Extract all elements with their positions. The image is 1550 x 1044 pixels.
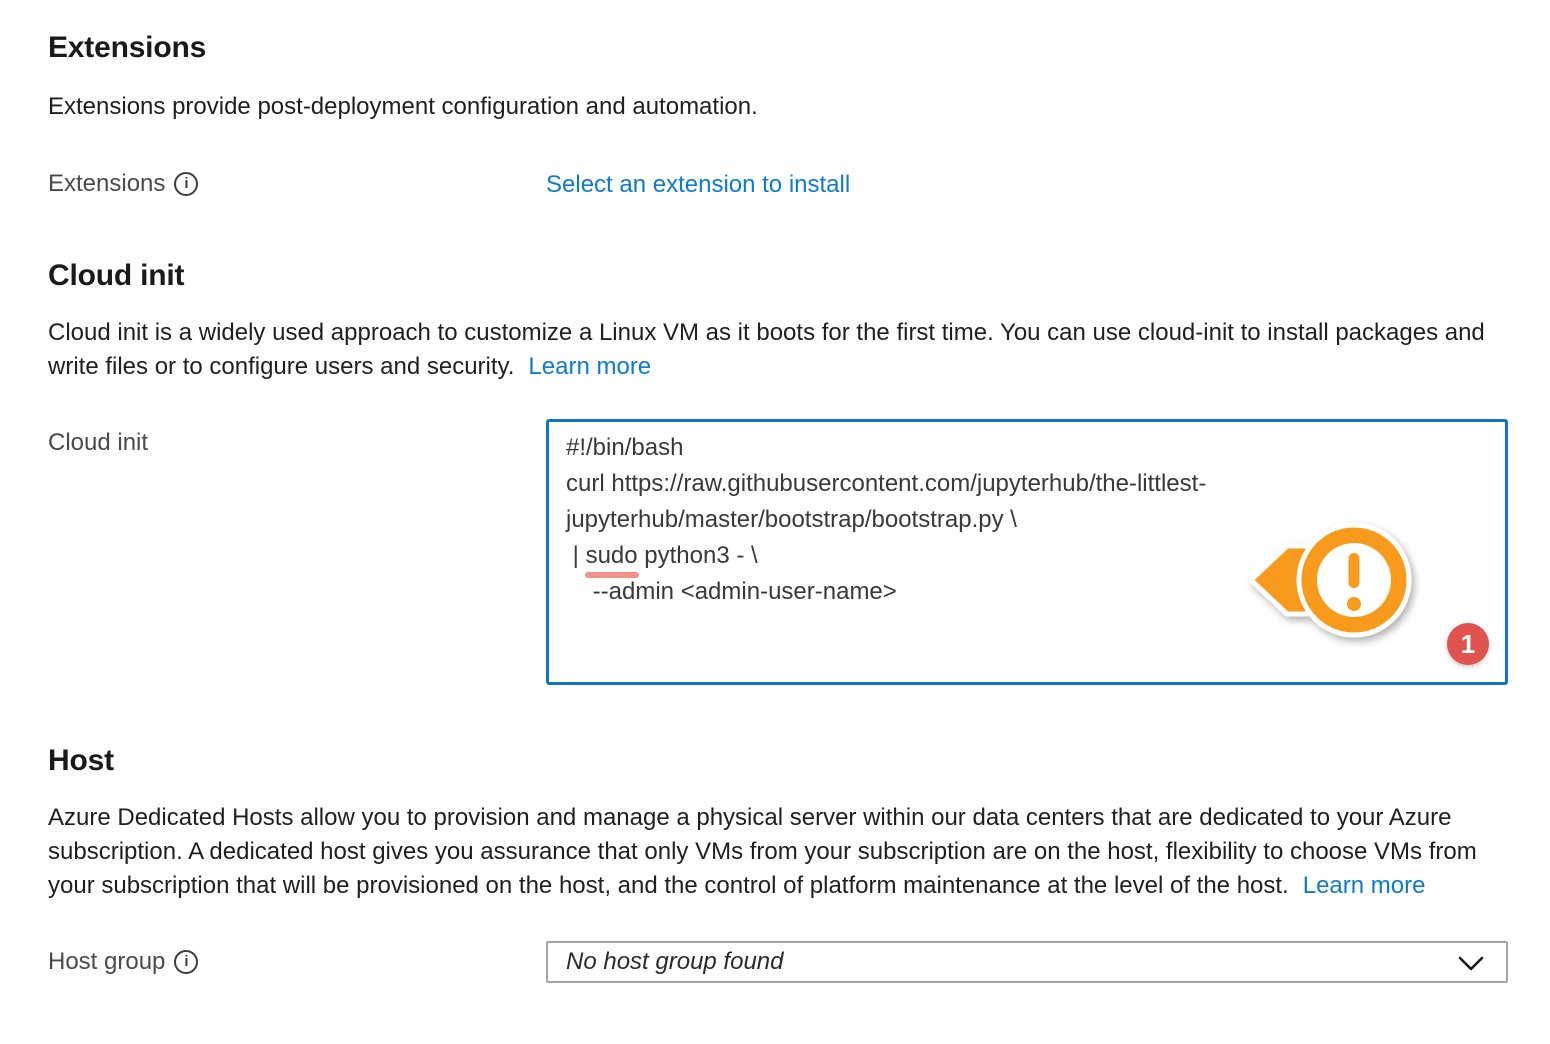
extensions-field-row bbox=[48, 168, 1508, 202]
extensions-section-heading: Extensions bbox=[48, 31, 207, 64]
script-line-segment: python3 - \ bbox=[637, 542, 758, 569]
host-description bbox=[48, 801, 1508, 903]
host-group-field-label-text: Host group bbox=[48, 948, 166, 975]
chevron-down-icon bbox=[1458, 956, 1484, 972]
cloud-init-section-heading: Cloud init bbox=[48, 259, 185, 292]
cloud-init-learn-more-link[interactable]: Learn more bbox=[528, 353, 652, 380]
host-group-selected-value: No host group found bbox=[566, 948, 784, 975]
host-group-field-label bbox=[48, 946, 546, 978]
info-icon[interactable] bbox=[174, 950, 198, 974]
script-line: --admin <admin-user-name> bbox=[566, 578, 897, 605]
cloud-init-textarea[interactable] bbox=[546, 419, 1508, 685]
script-line bbox=[566, 538, 1485, 574]
script-line-segment: | bbox=[566, 542, 586, 569]
extensions-description: Extensions provide post-deployment configuration and automation. bbox=[48, 93, 758, 120]
host-group-select[interactable] bbox=[546, 941, 1508, 983]
info-icon-glyph: i bbox=[184, 953, 189, 970]
select-extension-link[interactable]: Select an extension to install bbox=[546, 171, 851, 198]
extensions-field-label-text: Extensions bbox=[48, 170, 166, 197]
host-section-heading: Host bbox=[48, 744, 114, 777]
cloud-init-description-text: Cloud init is a widely used approach to customize a Linux VM as it boots for the first time. You can use cloud-init to install packages and write files or to configure users and security. bbox=[48, 319, 1485, 380]
host-group-field-row bbox=[48, 941, 1508, 983]
annotation-count-badge: 1 bbox=[1447, 623, 1489, 665]
extensions-field-control bbox=[546, 168, 850, 202]
info-icon[interactable] bbox=[174, 172, 198, 196]
cloud-init-field-row bbox=[48, 419, 1508, 685]
cloud-init-field-label-text: Cloud init bbox=[48, 429, 149, 456]
misspelled-word: sudo bbox=[586, 538, 638, 574]
script-line: jupyterhub/master/bootstrap/bootstrap.py \ bbox=[566, 506, 1017, 533]
cloud-init-script bbox=[549, 422, 1505, 610]
host-learn-more-link[interactable]: Learn more bbox=[1302, 872, 1426, 899]
script-line: curl https://raw.githubusercontent.com/jupyterhub/the-littlest- bbox=[566, 470, 1207, 497]
info-icon-glyph: i bbox=[184, 175, 189, 192]
cloud-init-field-label bbox=[48, 419, 546, 459]
cloud-init-description bbox=[48, 316, 1508, 384]
host-description-text: Azure Dedicated Hosts allow you to provision and manage a physical server within our data centers that are dedicated to your Azure subscription. A dedicated host gives you assurance that only VMs from your subscription are on the host, flexibility to choose VMs from your subscription that will be provisioned on the host, and the control of platform maintenance at the level of the host. bbox=[48, 804, 1477, 899]
script-line: #!/bin/bash bbox=[566, 434, 684, 461]
extensions-field-label bbox=[48, 168, 546, 200]
